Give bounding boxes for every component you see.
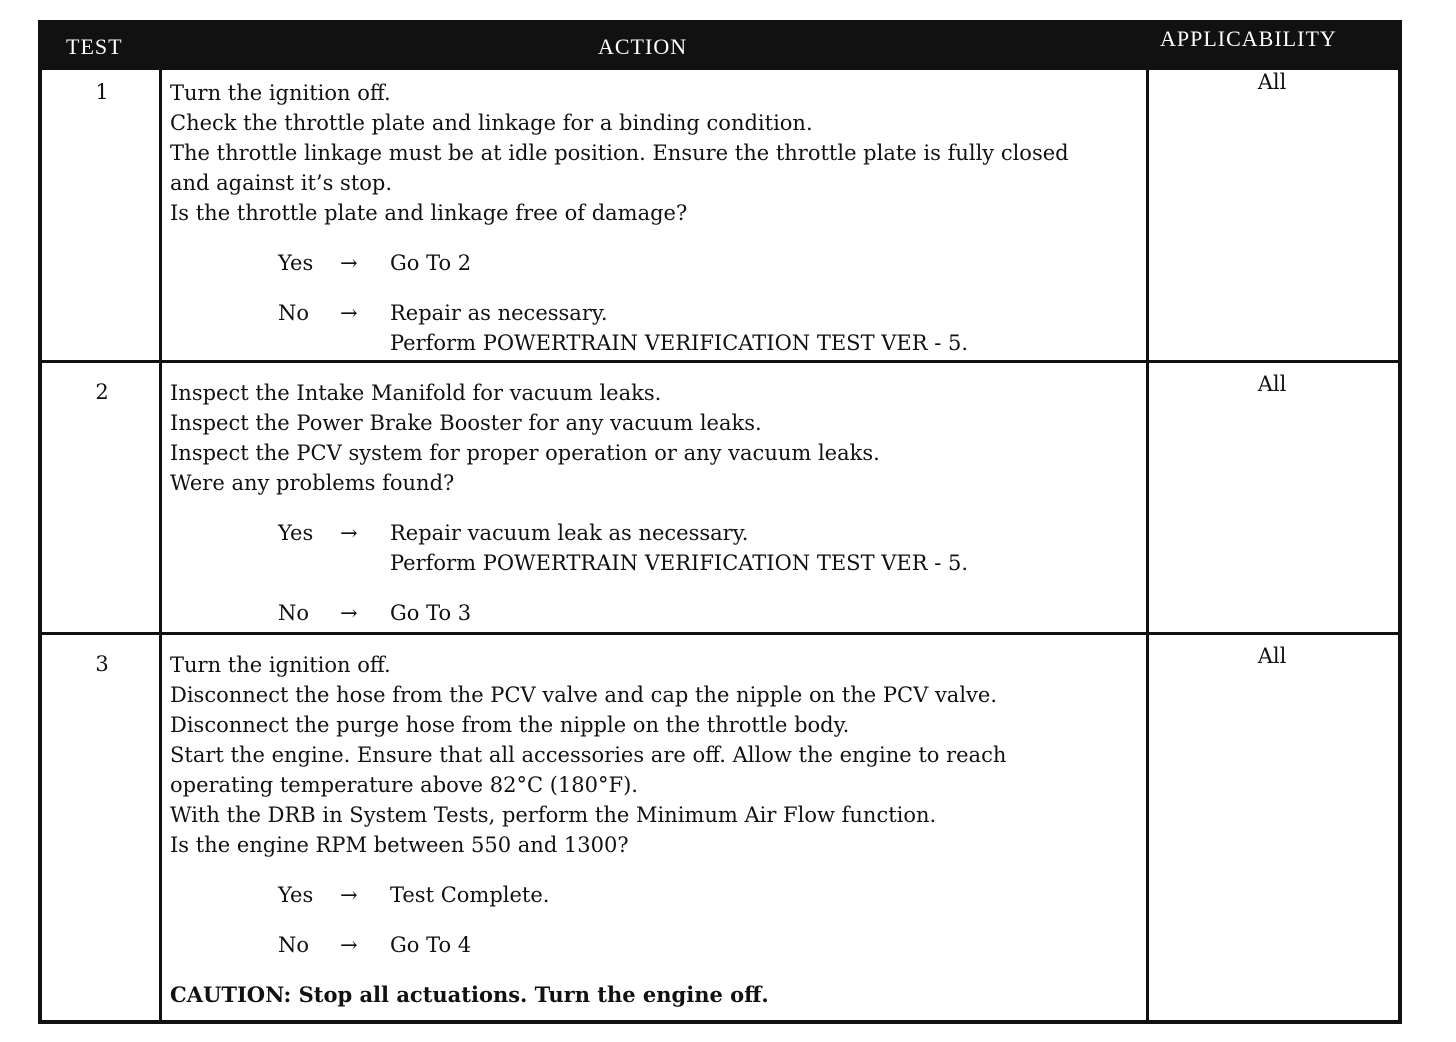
applicability-value: All <box>1257 372 1287 396</box>
arrow-icon: → <box>340 521 358 545</box>
no-result: Repair as necessary. Perform POWERTRAIN VERIFICATION TEST VER - 5. <box>390 301 969 355</box>
arrow-icon: → <box>340 251 358 275</box>
yes-branch <box>278 880 1142 910</box>
yes-result: Repair vacuum leak as necessary. Perform POWERTRAIN VERIFICATION TEST VER - 5. <box>390 521 969 575</box>
header-action: ACTION <box>598 34 688 59</box>
no-label: No <box>278 933 310 957</box>
action-line: With the DRB in System Tests, perform the Minimum Air Flow function. <box>170 803 937 827</box>
yes-result: Test Complete. <box>390 883 550 907</box>
arrow-icon: → <box>340 601 358 625</box>
test-number: 2 <box>95 380 109 404</box>
action-line: Check the throttle plate and linkage for a binding condition. <box>170 111 813 135</box>
row-divider-2 <box>42 632 1398 635</box>
no-label: No <box>278 601 310 625</box>
header-test: TEST <box>66 34 123 59</box>
action-line: Is the engine RPM between 550 and 1300? <box>170 833 629 857</box>
arrow-icon: → <box>340 301 358 325</box>
action-line: Turn the ignition off. <box>170 653 391 677</box>
action-line: Start the engine. Ensure that all accessories are off. Allow the engine to reach <box>170 743 1007 767</box>
no-label: No <box>278 301 310 325</box>
action-line: Were any problems found? <box>170 471 455 495</box>
column-divider-applicability <box>1146 70 1149 1020</box>
row-divider-1 <box>42 360 1398 363</box>
action-line: Inspect the Power Brake Booster for any vacuum leaks. <box>170 411 762 435</box>
test-number: 1 <box>95 80 109 104</box>
arrow-icon: → <box>340 883 358 907</box>
action-line: Turn the ignition off. <box>170 81 391 105</box>
action-line: Disconnect the hose from the PCV valve and cap the nipple on the PCV valve. <box>170 683 998 707</box>
action-line: operating temperature above 82°C (180°F). <box>170 773 638 797</box>
no-branch <box>278 930 1142 960</box>
action-cell <box>170 78 1142 358</box>
yes-branch <box>278 518 1142 578</box>
no-result: Go To 3 <box>390 601 472 625</box>
action-line: and against it’s stop. <box>170 171 393 195</box>
action-line: The throttle linkage must be at idle position. Ensure the throttle plate is fully closed <box>170 141 1069 165</box>
applicability-value: All <box>1257 70 1287 94</box>
yes-result: Go To 2 <box>390 251 472 275</box>
no-result: Go To 4 <box>390 933 472 957</box>
test-number: 3 <box>95 652 109 676</box>
caution-note: CAUTION: Stop all actuations. Turn the engine off. <box>170 982 769 1007</box>
action-line: Disconnect the purge hose from the nipple on the throttle body. <box>170 713 850 737</box>
action-cell <box>170 378 1142 628</box>
header-applicability: APPLICABILITY <box>1160 26 1337 51</box>
table-header <box>42 24 1398 70</box>
yes-label: Yes <box>278 521 314 545</box>
arrow-icon: → <box>340 933 358 957</box>
applicability-value: All <box>1257 644 1287 668</box>
action-cell <box>170 650 1142 1010</box>
no-branch <box>278 598 1142 628</box>
yes-branch <box>278 248 1142 278</box>
yes-label: Yes <box>278 883 314 907</box>
no-branch <box>278 298 1142 358</box>
action-line: Inspect the Intake Manifold for vacuum leaks. <box>170 381 662 405</box>
yes-label: Yes <box>278 251 314 275</box>
column-divider-test <box>159 70 162 1020</box>
action-line: Inspect the PCV system for proper operation or any vacuum leaks. <box>170 441 880 465</box>
action-line: Is the throttle plate and linkage free of damage? <box>170 201 688 225</box>
diagnostic-table <box>38 20 1402 1024</box>
